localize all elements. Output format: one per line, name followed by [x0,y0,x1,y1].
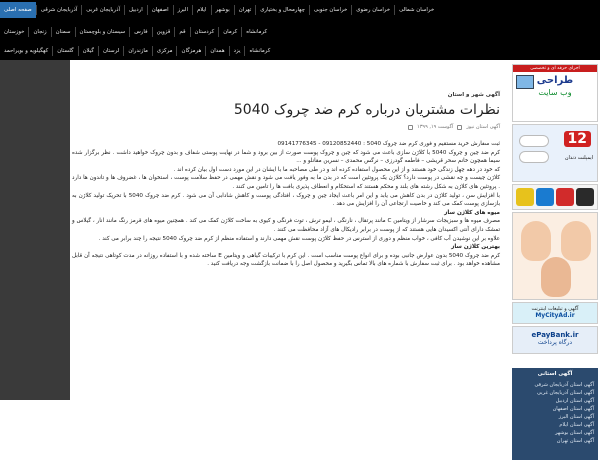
nav-divider [192,5,193,15]
nav-item[interactable]: کرمانشاه [249,48,271,54]
nav-item[interactable]: بوشهر [215,7,230,13]
nav-divider [75,27,76,37]
nav-item[interactable]: کرمانشاه [246,29,268,35]
ad-banner-web-design[interactable] [512,64,598,122]
nav-divider [152,27,153,37]
nav-divider [147,5,148,15]
province-link[interactable]: آگهی استان اصفهان [552,406,594,412]
nav-item[interactable]: تهران [238,7,252,13]
app-tile-icon [556,188,574,206]
breadcrumb[interactable]: آگهی شهر و استان [447,92,500,98]
nav-divider [255,5,256,15]
paragraph: که خود در دهه چهل زندگی خود هستند و از این محصول استفاده کرده اند و در طی مصاحبه ما با ایشان در این مورد دست اول بیان کرده اند . [173,166,500,173]
calendar-icon [408,125,413,130]
monitor-icon [516,75,534,89]
nav-divider [241,27,242,37]
nav-item[interactable]: همدان [210,48,225,54]
paragraph: ثبت سفارش خرید مستقیم و فوری کرم ضد چروک 5040 : 09120852440 - 09141776345 [277,141,500,147]
article-body [72,140,500,269]
face-image [541,257,571,297]
province-link-list [516,381,594,445]
ad-label: ایمپلنت دندان [564,155,593,161]
nav-divider [152,46,153,56]
nav-divider [351,5,352,15]
nav-item[interactable]: کرمان [223,29,238,35]
nav-divider [123,46,124,56]
nav-divider [124,5,125,15]
nav-item[interactable]: سیستان و بلوچستان [79,29,126,35]
ad-banner-apps[interactable] [512,184,598,210]
province-link[interactable]: آگهی استان تهران [556,438,594,444]
nav-item[interactable]: آذربایجان شرقی [40,7,78,13]
post-title[interactable]: نظرات مشتریان درباره کرم ضد چروک 5040 [233,102,500,118]
nav-item[interactable]: چهارمحال و بختیاری [260,7,305,13]
paragraph: کرم ضد چین و چروک 5040 با کلاژن سازی باعث می شود که چین و چروک پوست صورت از بین برود و شما در نهایت پوستی شفاف و بدون چروک خواهید داشت . نظر برگزار شده سیما همچون خانم سحر قریشی – فاطمه گودرزی – نرگس محمدی – نسرین مقانلو و ... [72,149,500,165]
nav-item[interactable]: قم [179,29,186,35]
post-author[interactable]: آگهی استان نیوز [466,124,500,130]
nav-item[interactable]: قزوین [156,29,171,35]
ad-site-name: MyCityAd.ir [535,312,575,319]
nav-divider [52,46,53,56]
province-link[interactable]: آگهی استان البرز [558,414,594,420]
nav-item[interactable]: گیلان [82,48,94,54]
paragraph: با افزایش سن ، تولید کلاژن در بدن کاهش می یابد و این امر باعث ایجاد چین و چروک ، افتادگی پوست و کاهش شادابی آن می شود . کرم ضد چروک 5040 با تحریک تولید کلاژن به بازسازی پوست کمک می کند و خاصیت ارتجاعی آن را افزایش می دهد . [72,192,500,208]
nav-divider [244,46,245,56]
nav-item[interactable]: خراسان رضوی [356,7,391,13]
ad-tagline: اجرای حرفه ای و تخصصی [513,65,597,72]
nav-item[interactable]: مرکزی [156,48,173,54]
nav-divider [176,46,177,56]
province-link[interactable]: آگهی استان اردبیل [555,398,594,404]
app-tile-icon [536,188,554,206]
ad-banner-dental[interactable] [512,124,598,182]
nav-item[interactable]: فارس [134,29,148,35]
nav-divider [309,5,310,15]
nav-divider [28,27,29,37]
nav-item[interactable]: کهگیلویه و بویراحمد [4,48,49,54]
nav-item[interactable]: مازندران [128,48,148,54]
nav-divider [174,27,175,37]
paragraph: مصرف میوه ها و سبزیجات سرشار از ویتامین C مانند پرتقال ، نارنگی ، لیمو ترش ، توت فرنگی و کیوی به ساخت کلاژن کمک می کند . همچنین میوه های قرمز رنگ مانند انار ، گیلاس و تمشک دارای آنتی اکسیدان هایی هستند که از پوست در برابر رادیکال های آزاد محافظت می کنند . [72,218,500,233]
nav-divider [98,46,99,56]
nav-divider [234,5,235,15]
province-links-panel [512,368,598,460]
nav-item[interactable]: البرز [177,7,188,13]
nav-item[interactable]: خراسان شمالی [399,7,435,13]
article [72,60,504,400]
nav-divider [129,27,130,37]
nav-item[interactable]: ایلام [196,7,207,13]
paragraph: علاوه بر این نوشیدن آب کافی ، خواب منظم و دوری از استرس در حفظ کلاژن پوست نقش مهمی دارند و استفاده منظم از کرم ضد چروک 5040 نتیجه را چند برابر می کند . [98,235,500,242]
ad-banner-epaybank[interactable] [512,326,598,354]
nav-divider [190,27,191,37]
nav-item[interactable]: یزد [233,48,241,54]
nav-item[interactable]: آذربایجان غربی [86,7,120,13]
nav-row-1 [0,2,600,18]
face-image [521,221,551,261]
nav-item[interactable]: صفحه اصلی [0,2,36,18]
ad-tagline: آگهی و تبلیغات اینترنت [531,306,579,312]
nav-item[interactable]: اردبیل [128,7,143,13]
nav-divider [229,46,230,56]
nav-divider [205,46,206,56]
sidebar [510,60,600,444]
post-meta [408,124,500,130]
nav-row-3 [0,43,600,59]
nav-divider [81,5,82,15]
panel-heading: آگهی استانی [537,371,573,377]
province-link[interactable]: آگهی استان ایلام [559,422,594,428]
nav-item[interactable]: هرمزگان [181,48,202,54]
app-tile-icon [576,188,594,206]
nav-divider [173,5,174,15]
nav-item[interactable]: گلستان [57,48,74,54]
nav-item[interactable]: زنجان [33,29,47,35]
nav-divider [211,5,212,15]
nav-divider [218,27,219,37]
nav-item[interactable]: لرستان [102,48,120,54]
province-link[interactable]: آگهی استان بوشهر [555,430,594,436]
province-link[interactable]: آگهی استان آذربایجان غربی [537,390,594,396]
app-tile-icon [516,188,534,206]
nav-row-2 [0,24,600,40]
nav-divider [78,46,79,56]
nav-item[interactable]: خراسان جنوبی [313,7,348,13]
teeth-image [519,151,549,163]
paragraph: کلاژن چیست و چه نقشی در پوست دارد؟ کلاژن یک پروتئین است که در بدن ما به وفور یافت می شود و نقش مهمی در حفظ سلامت پوست ، استخوان ها ، غضروف ها و تاندون ها دارد . پروتئین های کلاژن به شکل رشته های بلند و محکم هستند که استحکام و انعطاف پذیری بافت ها را تامین می کنند . [72,175,500,190]
left-gutter [0,60,70,400]
nav-item[interactable]: اصفهان [151,7,169,13]
nav-divider [51,27,52,37]
ad-headline: طراحی [536,75,574,86]
nav-divider [394,5,395,15]
nav-item[interactable]: کردستان [194,29,215,35]
nav-item[interactable]: خوزستان [4,29,25,35]
subheading: بهترین کلاژن ساز [451,244,500,251]
ad-site-name: ePayBank.ir [531,331,579,339]
ad-number-badge: 12 [564,131,591,147]
top-navigation [0,0,600,60]
ad-banner-skincare[interactable] [512,212,598,300]
subheading: میوه های کلاژن ساز [444,209,500,216]
nav-item[interactable]: سمنان [55,29,71,35]
post-date: آگوست ۱۹, ۱۳۹۹ [417,124,454,130]
ad-subline: وب سایت [538,88,572,97]
nav-divider [36,5,37,15]
ad-banner-mycityad[interactable] [512,302,598,324]
user-icon [457,125,462,130]
teeth-image [519,135,549,147]
paragraph: کرم ضد چروک 5040 بدون عوارض جانبی بوده و برای انواع پوست مناسب است . این کرم با ترکیبات گیاهی و ویتامین E ساخته شده و با استفاده روزانه در مدت کوتاهی نتیجه آن قابل مشاهده خواهد بود . برای ثبت سفارش با شماره های بالا تماس بگیرید و محصول اصل را با ضمانت بازگشت وجه دریافت کنید . [72,252,500,268]
ad-tagline: درگاه پرداخت [537,339,573,346]
face-image [561,221,591,261]
province-link[interactable]: آگهی استان آذربایجان شرقی [534,382,594,388]
